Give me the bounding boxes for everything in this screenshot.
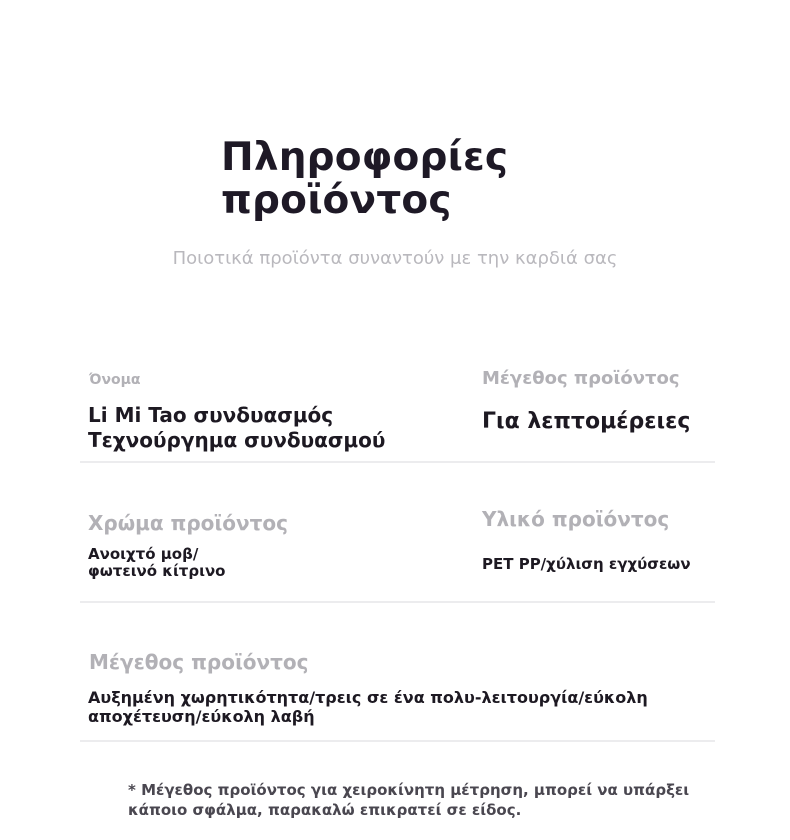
color-label: Χρώμα προϊόντος [88, 511, 288, 535]
page-subtitle: Ποιοτικά προϊόντα συναντούν με την καρδιά σας [172, 248, 618, 269]
material-value: PET PP/χύλιση εγχύσεων [482, 555, 691, 573]
color-value [88, 546, 225, 580]
size-label: Μέγεθος προϊόντος [482, 368, 680, 389]
color-value-line-1: Ανοιχτό μοβ/ [88, 545, 199, 563]
size-value: Για λεπτομέρειες [482, 409, 691, 434]
name-value [88, 403, 385, 453]
name-label: Όνομα [89, 372, 141, 388]
name-value-line-2: Τεχνούργημα συνδυασμού [88, 428, 386, 452]
divider [80, 740, 715, 742]
page-title [221, 136, 561, 222]
features-value [88, 688, 648, 726]
divider [80, 601, 715, 603]
features-value-line-1: Αυξημένη χωρητικότητα/τρεις σε ένα πολυ-λειτουργία/εύκολη [88, 688, 648, 707]
color-value-line-2: φωτεινό κίτρινο [88, 562, 226, 580]
material-label: Υλικό προϊόντος [482, 507, 670, 531]
divider [80, 461, 715, 463]
disclaimer-note-line-1: * Μέγεθος προϊόντος για χειροκίνητη μέτρηση, μπορεί να υπάρξει [128, 781, 690, 799]
features-label: Μέγεθος προϊόντος [89, 650, 309, 674]
name-value-line-1: Li Mi Tao συνδυασμός [88, 403, 334, 427]
disclaimer-note-line-2: κάποιο σφάλμα, παρακαλώ επικρατεί σε είδος. [128, 801, 522, 819]
disclaimer-note [128, 780, 688, 820]
page-title-line-2: προϊόντος [221, 178, 452, 223]
features-value-line-2: αποχέτευση/εύκολη λαβή [88, 707, 315, 726]
page-title-line-1: Πληροφορίες [221, 135, 509, 180]
